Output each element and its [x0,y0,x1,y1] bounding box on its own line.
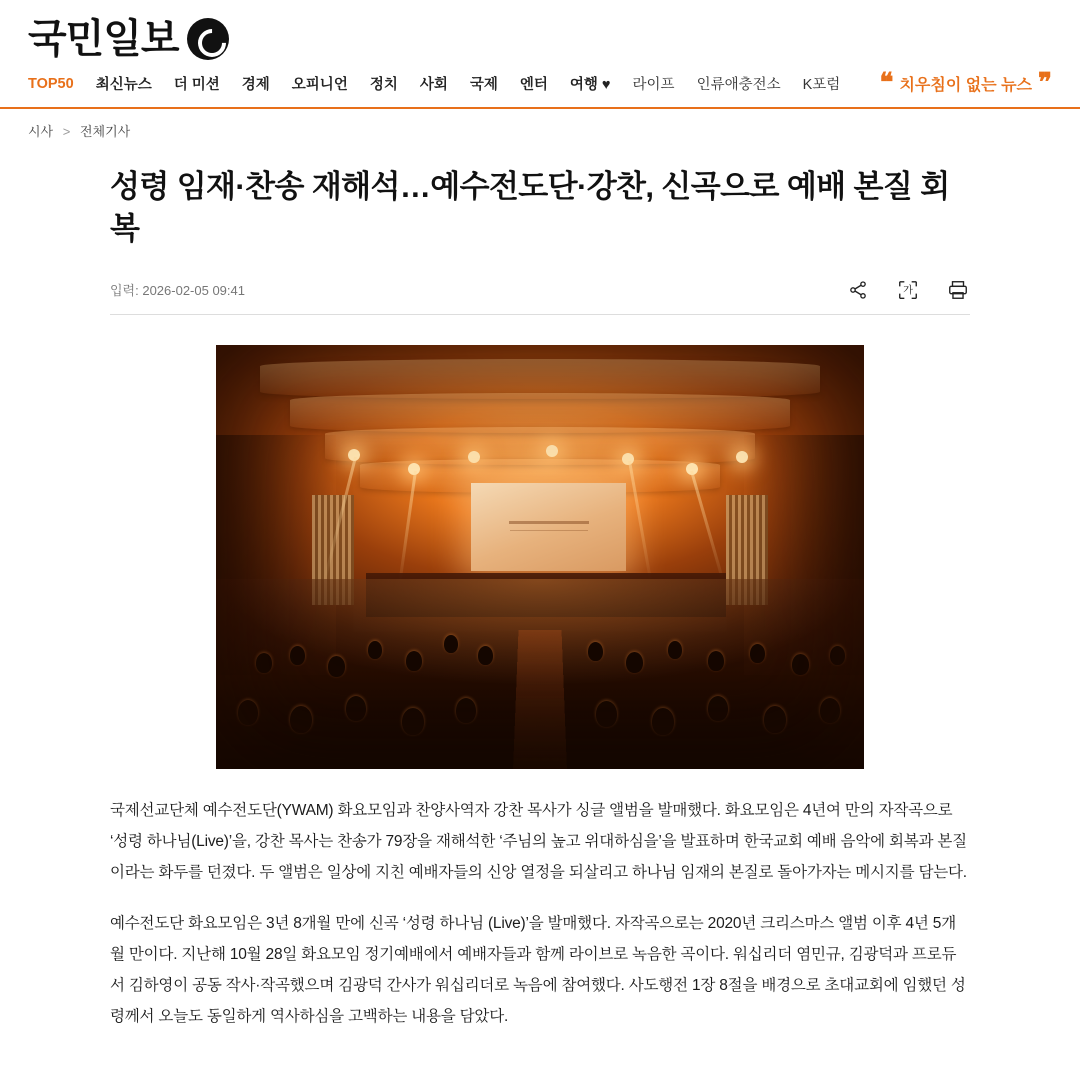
nav-item-the-mission[interactable]: 더 미션 [173,77,220,93]
nav-item-entertainment[interactable]: 엔터 [519,77,548,93]
quote-close-icon: ❞ [1038,68,1052,98]
nav-item-travel[interactable]: 여행 ♥ [569,77,611,93]
breadcrumb [0,109,1080,140]
breadcrumb-separator-icon: > [62,124,71,139]
site-slogan-text: 치우침이 없는 뉴스 [899,77,1032,94]
nav-item-latest-news[interactable]: 최신뉴스 [95,77,152,93]
masthead [0,0,1080,66]
print-icon[interactable] [946,278,970,302]
svg-text:가: 가 [903,285,913,297]
nav-item-economy[interactable]: 경제 [241,77,270,93]
font-size-icon[interactable] [896,278,920,302]
circle-swirl-logo-icon [187,18,229,60]
article-photo [216,345,864,769]
nav-item-politics[interactable]: 정치 [369,77,398,93]
article-meta-row [110,278,970,315]
nav-item-international[interactable]: 국제 [469,77,498,93]
nav-item-life[interactable]: 라이프 [632,77,675,93]
article-container [0,140,1080,1032]
nav-item-society[interactable]: 사회 [419,77,448,93]
main-navigation [0,66,1080,109]
publish-date: 입력: 2026-02-05 09:41 [110,283,245,299]
share-icon[interactable] [846,278,870,302]
nav-item-humanity-station[interactable]: 인류애충전소 [696,77,781,93]
nav-item-top50[interactable]: TOP50 [28,75,74,92]
page-title: 성령 임재·찬송 재해석…예수전도단·강찬, 신곡으로 예배 본질 회복 [110,169,950,246]
breadcrumb-current[interactable]: 전체기사 [79,124,131,139]
article-paragraph: 국제선교단체 예수전도단(YWAM) 화요모임과 찬양사역자 강찬 목사가 싱글 앨범을 발매했다. 화요모임은 4년여 만의 자작곡으로 ‘성령 하나님(Live)’을, 강찬 목사는 찬송가 79장을 재해석한 ‘주님의 높고 위대하심을’을 발표하며 한국교회 예배 음악에 회복과 본질이라는 화두를 던졌다. 두 앨범은 일상에 지친 예배자들의 신앙 열정을 되살리고 하나님 임재의 본질로 돌아가자는 메시지를 담는다. [110,801,967,881]
site-logo-text[interactable]: 국민일보 [28,16,179,61]
breadcrumb-section[interactable]: 시사 [28,124,54,139]
article-tools [846,278,970,302]
article-paragraph: 예수전도단 화요모임은 3년 8개월 만에 신곡 ‘성령 하나님 (Live)’을 발매했다. 자작곡으로는 2020년 크리스마스 앨범 이후 4년 5개월 만이다. 지난해 10월 28일 화요모임 정기예배에서 예배자들과 함께 라이브로 녹음한 곡이다. 워십리더 염민규, 김광덕과 프로듀서 김하영이 공동 작사·작곡했으며 김광덕 간사가 워십리더로 녹음에 참여했다. 사도행전 1장 8절을 배경으로 초대교회에 임했던 성령께서 오늘도 동일하게 역사하심을 고백하는 내용을 담았다. [110,914,966,1025]
nav-item-opinion[interactable]: 오피니언 [291,77,348,93]
quote-open-icon: ❝ [879,68,894,98]
article-body [110,795,970,1032]
site-slogan [879,68,1052,98]
article-figure [110,345,970,769]
nav-item-k-forum[interactable]: K포럼 [802,77,841,93]
nav-item-list [28,73,879,94]
